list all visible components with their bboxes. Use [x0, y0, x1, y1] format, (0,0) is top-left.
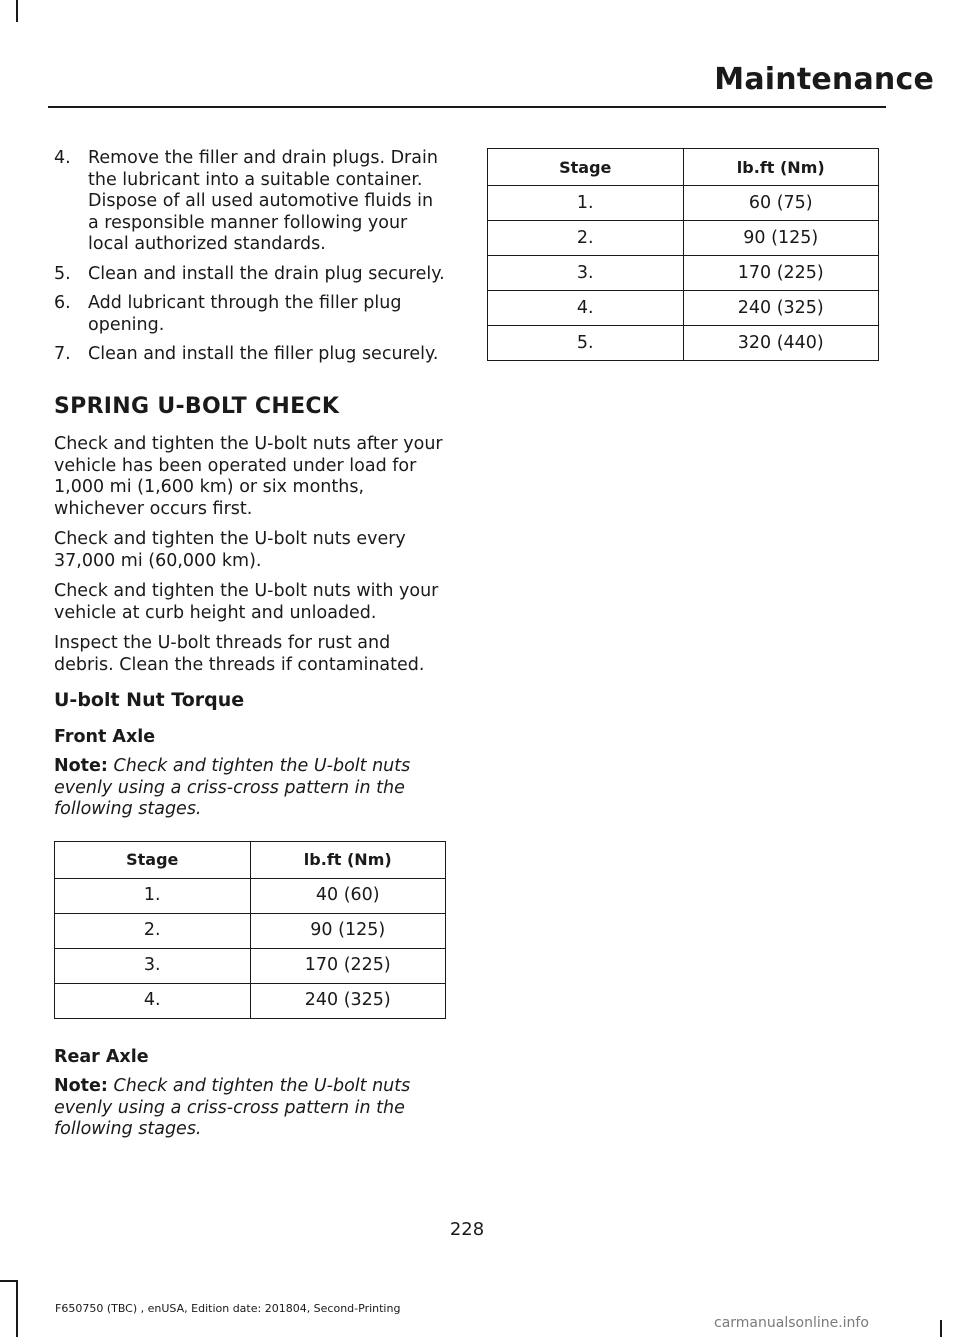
table-row: 2. 90 (125)	[488, 221, 879, 256]
column-header-stage: Stage	[55, 841, 251, 878]
page-number: 228	[449, 1219, 485, 1240]
table-row: 4. 240 (325)	[55, 983, 446, 1018]
list-item: 4. Remove the filler and drain plugs. Drain the lubricant into a suitable container. Dispose of all used automotive fluids in a responsible manner following your local authorized standards.	[54, 148, 438, 254]
table-row: 1. 40 (60)	[55, 878, 446, 913]
table-row: 5. 320 (440)	[488, 326, 879, 361]
footer-edition-info: F650750 (TBC) , enUSA, Edition date: 201804, Second-Printing	[55, 1302, 401, 1315]
crop-mark-bottom-left	[16, 1280, 18, 1337]
paragraph: Check and tighten the U-bolt nuts with your vehicle at curb height and unloaded.	[54, 581, 439, 623]
table-row: 1. 60 (75)	[488, 186, 879, 221]
paragraph: Check and tighten the U-bolt nuts every 37,000 mi (60,000 km).	[54, 529, 406, 571]
column-header-torque: lb.ft (Nm)	[683, 149, 879, 186]
crop-mark-bottom-left-h	[0, 1280, 18, 1282]
table-row: 3. 170 (225)	[55, 948, 446, 983]
crop-mark-bottom-right	[940, 1320, 942, 1337]
column-header-torque: lb.ft (Nm)	[250, 841, 446, 878]
header-divider	[48, 106, 886, 108]
rear-axle-torque-table	[487, 148, 879, 361]
table-row: 3. 170 (225)	[488, 256, 879, 291]
front-axle-note: Note: Check and tighten the U-bolt nuts evenly using a criss-cross pattern in the following stages.	[54, 756, 411, 819]
table-header-row	[488, 149, 879, 186]
section-heading-u-bolt-check: SPRING U-BOLT CHECK	[54, 393, 340, 419]
list-item: 5. Clean and install the drain plug securely.	[54, 263, 445, 284]
column-header-stage: Stage	[488, 149, 684, 186]
list-item: 7. Clean and install the filler plug securely.	[54, 344, 439, 364]
crop-mark-top-left	[16, 0, 18, 22]
table-header-row	[55, 841, 446, 878]
table-row: 2. 90 (125)	[55, 913, 446, 948]
subheading-torque: U-bolt Nut Torque	[54, 689, 245, 711]
right-column	[487, 148, 879, 389]
paragraph: Inspect the U-bolt threads for rust and debris. Clean the threads if contaminated.	[54, 633, 425, 675]
rear-axle-heading: Rear Axle	[54, 1046, 149, 1067]
paragraph: Check and tighten the U-bolt nuts after your vehicle has been operated under load for 1,000 mi (1,600 km) or six months, whichever occurs first.	[54, 434, 443, 519]
list-item: 6. Add lubricant through the filler plug opening.	[54, 293, 402, 335]
front-axle-heading: Front Axle	[54, 726, 156, 747]
rear-axle-note: Note: Check and tighten the U-bolt nuts evenly using a criss-cross pattern in the following stages.	[54, 1076, 411, 1139]
page-title: Maintenance	[714, 62, 934, 97]
front-axle-torque-table	[54, 841, 446, 1019]
left-column	[54, 148, 448, 1150]
procedure-steps	[54, 148, 448, 366]
watermark: carmanualsonline.info	[714, 1315, 869, 1331]
table-row: 4. 240 (325)	[488, 291, 879, 326]
